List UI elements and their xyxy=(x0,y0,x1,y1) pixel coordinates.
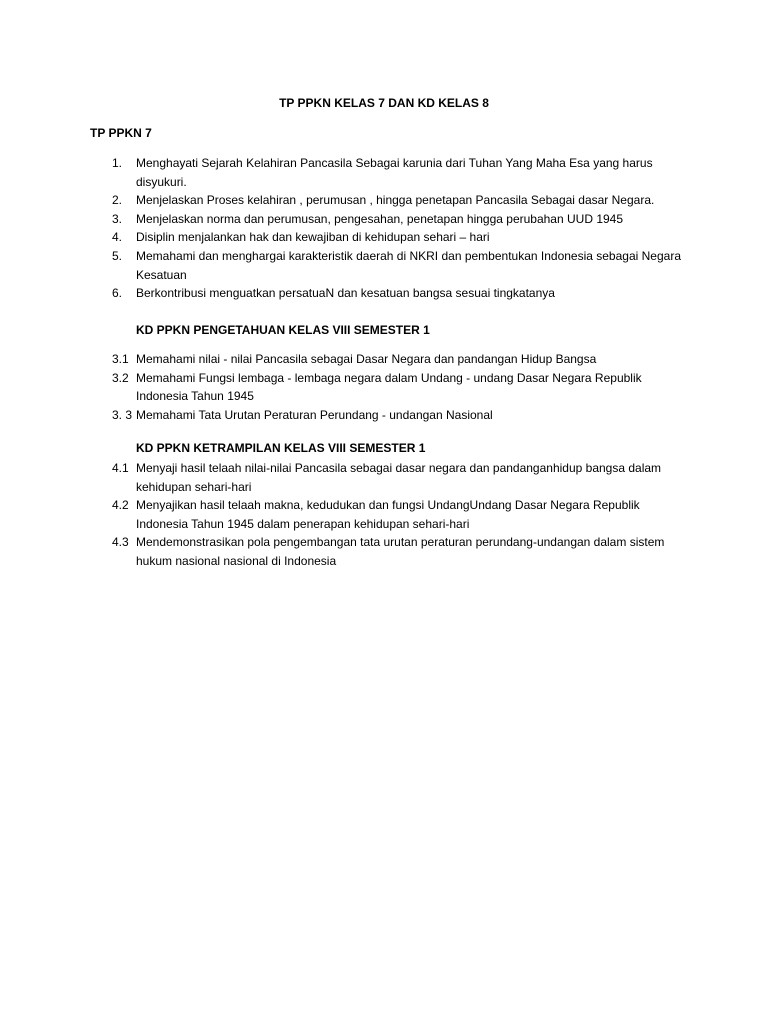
kd-pengetahuan-list xyxy=(112,350,682,424)
kd-pengetahuan-heading: KD PPKN PENGETAHUAN KELAS VIII SEMESTER 1 xyxy=(136,323,430,337)
list-number: 6. xyxy=(112,286,123,301)
list-text: Berkontribusi menguatkan persatuaN dan kesatuan bangsa sesuai tingkatanya xyxy=(136,286,555,301)
list-number: 2. xyxy=(112,193,123,208)
list-number: 1. xyxy=(112,156,123,170)
kd-ketrampilan-list xyxy=(112,459,682,571)
list-number: 3. xyxy=(112,211,123,226)
list-text: Menghayati Sejarah Kelahiran Pancasila Sebagai karunia dari Tuhan Yang Maha Esa yang harus disyukuri. xyxy=(136,156,653,189)
tp-heading: TP PPKN 7 xyxy=(90,126,152,140)
list-text: Memahami dan menghargai karakteristik daerah di NKRI dan pembentukan Indonesia sebagai Negara Kesatuan xyxy=(136,248,681,282)
list-number: 5. xyxy=(112,248,123,263)
list-number: 4.1 xyxy=(112,461,129,475)
list-number: 4.3 xyxy=(112,535,129,550)
list-item xyxy=(112,350,682,369)
document-title: TP PPKN KELAS 7 DAN KD KELAS 8 xyxy=(279,96,489,110)
list-text: Memahami Tata Urutan Peraturan Perundang - undangan Nasional xyxy=(136,407,493,422)
list-number: 3. 3 xyxy=(112,407,133,422)
list-text: Disiplin menjalankan hak dan kewajiban di kehidupan sehari – hari xyxy=(136,230,490,245)
list-text: Menjelaskan Proses kelahiran , perumusan , hingga penetapan Pancasila Sebagai dasar Negara. xyxy=(136,193,655,208)
list-text: Menjelaskan norma dan perumusan, pengesahan, penetapan hingga perubahan UUD 1945 xyxy=(136,211,624,226)
list-item xyxy=(112,406,682,425)
tp-list xyxy=(112,154,682,303)
list-text: Menyaji hasil telaah nilai-nilai Pancasila sebagai dasar negara dan pandanganhidup bangsa dalam kehidupan sehari-hari xyxy=(136,461,662,494)
list-text: Menyajikan hasil telaah makna, kedudukan dan fungsi UndangUndang Dasar Negara Republik Indonesia Tahun 1945 dalam penerapan kehidupan sehari-hari xyxy=(136,498,640,531)
list-item xyxy=(112,191,682,210)
list-number: 3.1 xyxy=(112,352,129,366)
list-number: 4.2 xyxy=(112,498,129,513)
list-text: Memahami nilai - nilai Pancasila sebagai Dasar Negara dan pandangan Hidup Bangsa xyxy=(136,352,597,366)
list-text: Memahami Fungsi lembaga - lembaga negara dalam Undang - undang Dasar Negara Republik Indonesia Tahun 1945 xyxy=(136,370,642,404)
kd-ketrampilan-heading: KD PPKN KETRAMPILAN KELAS VIII SEMESTER 1 xyxy=(136,441,426,455)
list-number: 4. xyxy=(112,230,123,245)
list-item xyxy=(112,369,682,406)
list-item xyxy=(112,210,682,229)
list-text: Mendemonstrasikan pola pengembangan tata urutan peraturan perundang-undangan dalam sistem hukum nasional nasional di Indonesia xyxy=(136,535,665,568)
list-item xyxy=(112,533,682,570)
list-item xyxy=(112,228,682,247)
list-item xyxy=(112,247,682,284)
list-item xyxy=(112,459,682,496)
list-number: 3.2 xyxy=(112,370,129,385)
list-item xyxy=(112,154,682,191)
list-item xyxy=(112,284,682,303)
list-item xyxy=(112,496,682,533)
